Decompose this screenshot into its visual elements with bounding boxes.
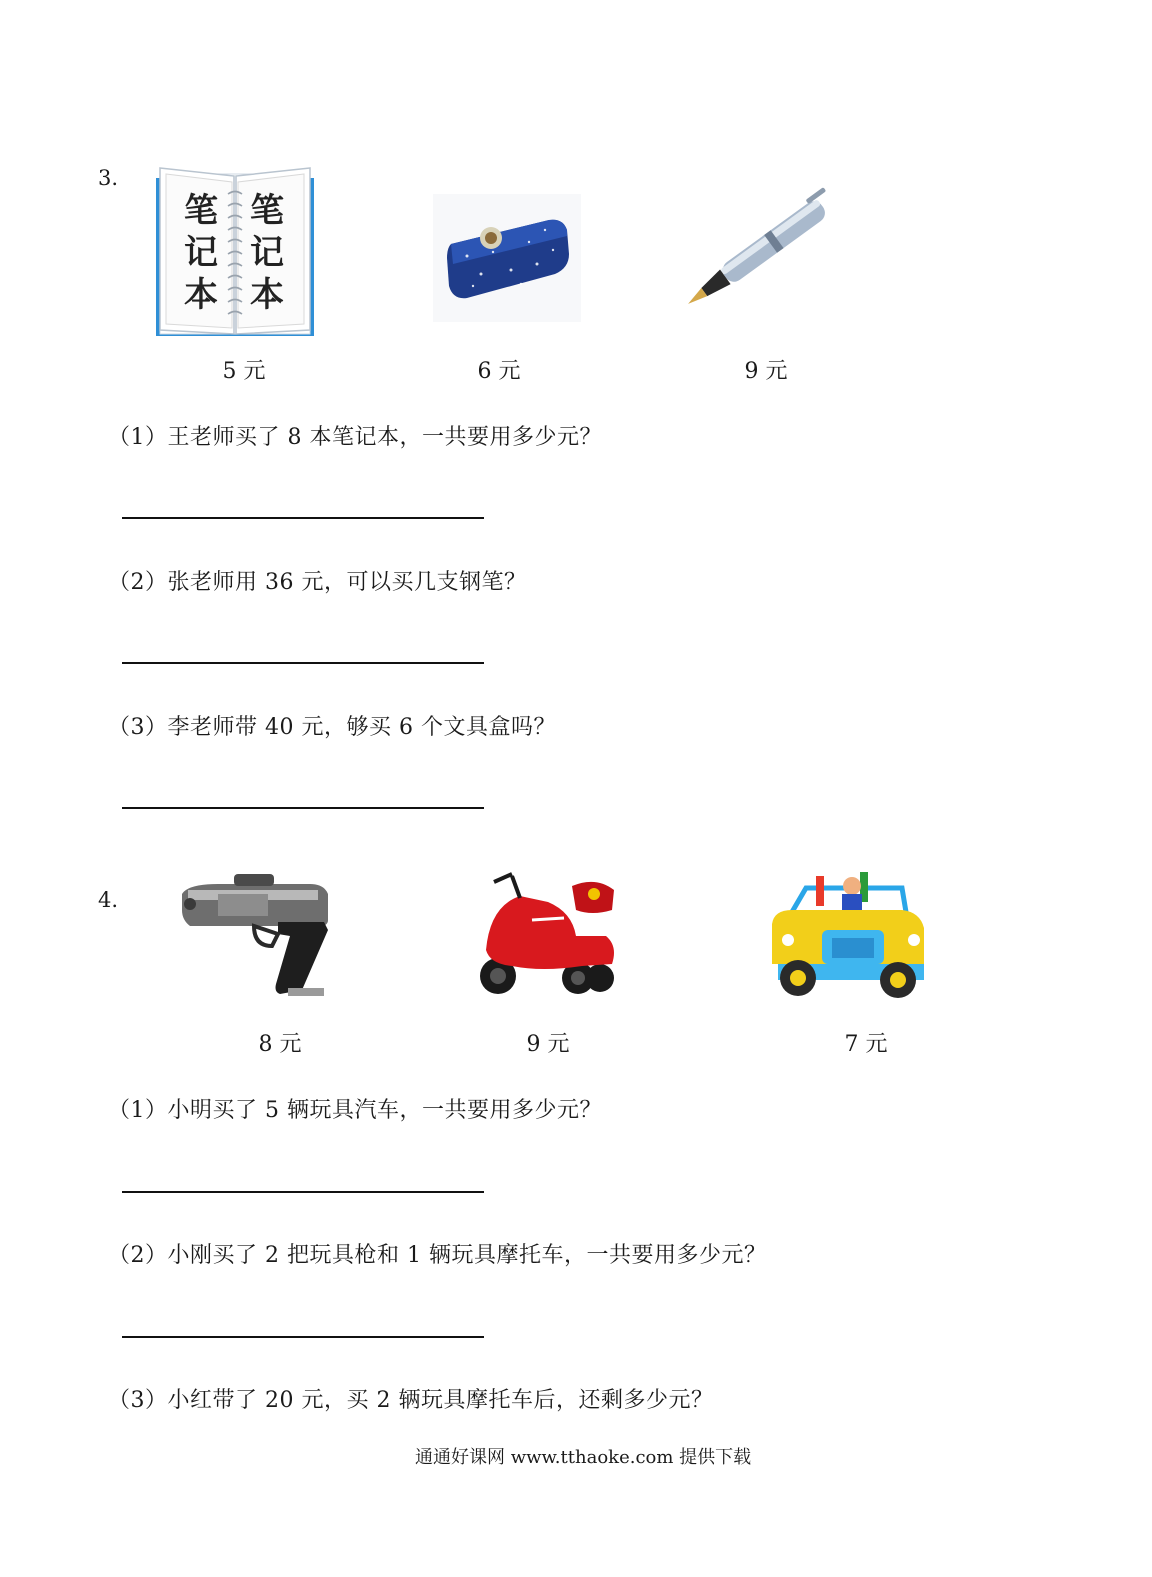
notebook-price: 5 元 [222,359,266,384]
problem-3-question-1: （1）王老师买了 8 本笔记本，一共要用多少元？ [108,425,602,450]
fountain-pen-image [675,178,857,314]
problem-3-question-3: （3）李老师带 40 元，够买 6 个文具盒吗？ [108,715,556,740]
toy-car-image [752,868,936,1008]
notebook-image [154,160,316,338]
answer-line-4-1[interactable] [122,1191,484,1193]
fountain-pen-price: 9 元 [744,359,788,384]
toy-gun-image [178,870,338,1000]
pencil-box-price: 6 元 [477,359,521,384]
pencil-box-image [433,194,581,322]
page-footer: 通通好课网 www.tthaoke.com 提供下载 [415,1447,752,1468]
notebook-cover-right: 笔记本 [250,191,284,315]
toy-motorcycle-image [472,866,628,1006]
answer-line-3-2[interactable] [122,662,484,664]
problem-3-number: 3. [98,166,119,190]
problem-4-number: 4. [98,888,119,912]
toy-motorcycle-price: 9 元 [526,1032,570,1057]
answer-line-3-3[interactable] [122,807,484,809]
notebook-cover-left: 笔记本 [184,191,218,315]
answer-line-4-2[interactable] [122,1336,484,1338]
problem-3-question-2: （2）张老师用 36 元，可以买几支钢笔？ [108,570,527,595]
answer-line-3-1[interactable] [122,517,484,519]
toy-gun-price: 8 元 [258,1032,302,1057]
problem-4-question-1: （1）小明买了 5 辆玩具汽车，一共要用多少元？ [108,1098,602,1123]
problem-4-question-2: （2）小刚买了 2 把玩具枪和 1 辆玩具摩托车，一共要用多少元？ [108,1243,767,1268]
problem-4-question-3: （3）小红带了 20 元，买 2 辆玩具摩托车后，还剩多少元？ [108,1388,714,1413]
toy-car-price: 7 元 [844,1032,888,1057]
